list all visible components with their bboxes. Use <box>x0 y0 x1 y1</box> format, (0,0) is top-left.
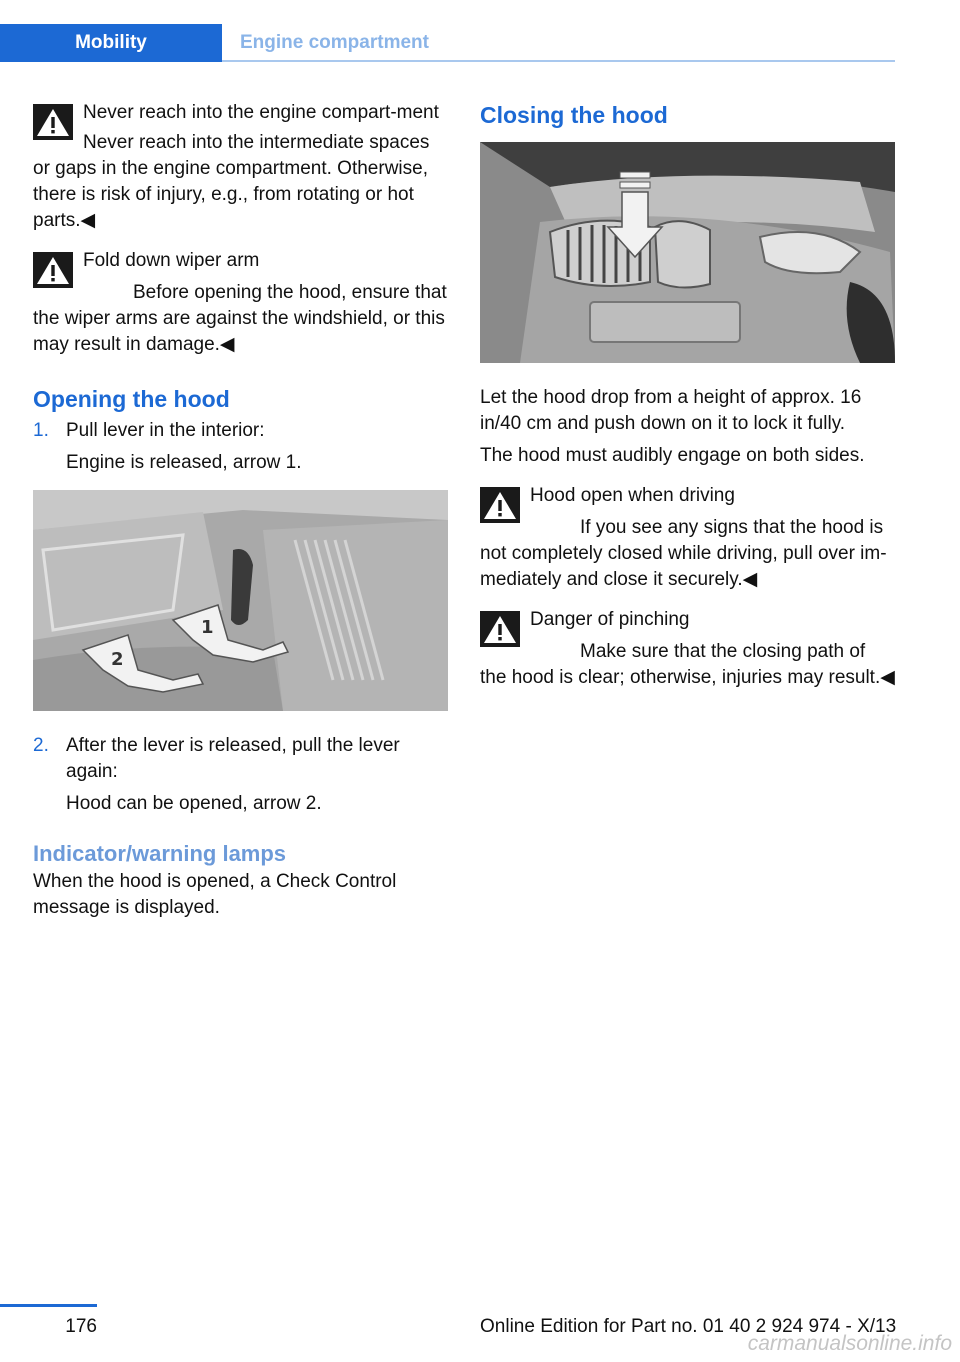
warning-title: Hood open when driving <box>530 485 735 506</box>
footer-rule <box>0 1304 97 1307</box>
warning-triangle-icon <box>33 104 73 140</box>
warning-triangle-icon <box>480 487 520 523</box>
warning-text: Make sure that the closing path of the hood is clear; otherwise, injuries may result.◀ <box>480 641 895 688</box>
hood-release-lever-illustration <box>33 490 448 711</box>
opening-hood-heading: Opening the hood <box>33 386 230 412</box>
step-number: 2. <box>33 735 49 756</box>
right-column <box>480 100 895 691</box>
indicator-lamps-heading: Indicator/warning lamps <box>33 841 287 866</box>
step-subtext: Engine is released, arrow 1. <box>66 452 302 473</box>
edition-text: Online Edition for Part no. 01 40 2 924 974 - X/13 <box>480 1316 897 1337</box>
warning-pinching <box>480 607 895 691</box>
arrow-2-label: 2 <box>111 649 124 670</box>
section-tab: Engine compartment <box>240 32 429 53</box>
warning-title: Never reach into the engine compart‐ment <box>83 102 439 123</box>
warning-title: Danger of pinching <box>530 609 690 630</box>
step-text: After the lever is released, pull the lever again: <box>66 735 400 782</box>
closing-text-1: Let the hood drop from a height of approx. 16 in/40 cm and push down on it to lock it fully. <box>480 387 862 434</box>
closing-hood-heading: Closing the hood <box>480 102 668 128</box>
arrow-1-label: 1 <box>201 617 214 638</box>
step-2 <box>33 733 448 817</box>
warning-triangle-icon <box>480 611 520 647</box>
indicator-text: When the hood is opened, a Check Control message is displayed. <box>33 871 397 918</box>
warning-text: Never reach into the intermediate spaces or gaps in the engine compartment. Otherwise, there is risk of injury, e.g., from rotating or hot parts.◀ <box>33 132 430 231</box>
watermark: carmanualsonline.info <box>747 1332 952 1355</box>
warning-text: If you see any signs that the hood is not completely closed while driving, pull over im‐mediately and close it securely.◀ <box>480 517 887 590</box>
chapter-tab: Mobility <box>0 24 222 62</box>
closing-text-2: The hood must audibly engage on both sides. <box>480 445 865 466</box>
warning-text: Before opening the hood, ensure that the wiper arms are against the windshield, or this may result in damage.◀ <box>33 282 447 355</box>
warning-engine-compartment <box>33 100 448 234</box>
page-number: 176 <box>65 1316 97 1337</box>
warning-triangle-icon <box>33 252 73 288</box>
step-text: Pull lever in the interior: <box>66 420 265 441</box>
header-rule <box>222 60 895 62</box>
warning-hood-open-driving <box>480 483 895 593</box>
step-subtext: Hood can be opened, arrow 2. <box>66 793 322 814</box>
step-number: 1. <box>33 420 49 441</box>
header-tabs <box>0 24 429 62</box>
step-1 <box>33 418 448 476</box>
closing-hood-illustration <box>480 142 895 363</box>
warning-title: Fold down wiper arm <box>83 250 260 271</box>
warning-wiper-arm <box>33 248 448 358</box>
left-column <box>33 100 448 921</box>
